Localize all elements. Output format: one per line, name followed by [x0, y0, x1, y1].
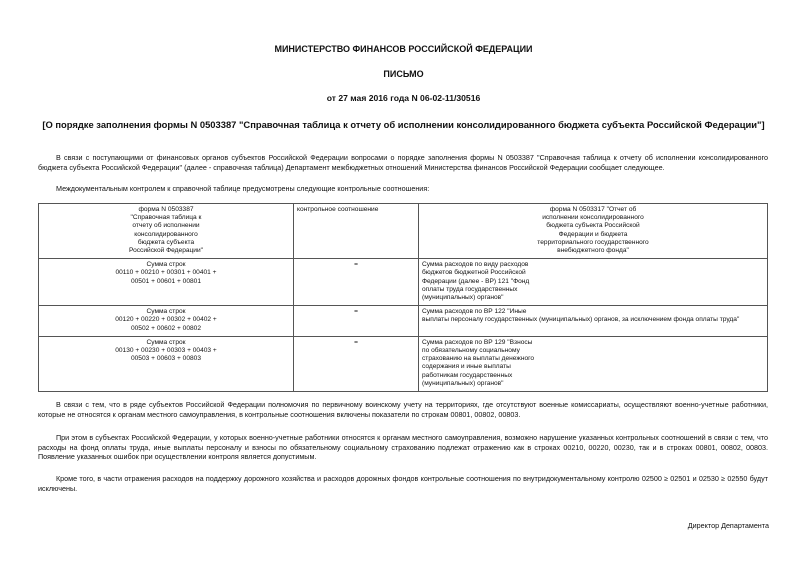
document-type: ПИСЬМО	[383, 69, 424, 79]
paragraph-military-registration: В связи с тем, что в ряде субъектов Российской Федерации полномочия по первичному воинскому учету на территориях, где отсутствуют военные комиссариаты, осуществляют военно-учетные работники, которые не относятся к органам местного самоуправления, в контрольные соотношения включены показатели по строкам 00801, 00802, 00803.	[38, 400, 768, 419]
table-header-cell: контрольное соотношение	[294, 204, 419, 259]
table-row	[39, 336, 768, 391]
table-cell: Сумма расходов по ВР 129 "Взносы по обязательному социальному страхованию на выплаты денежного содержания и иные выплаты работникам государственных (муниципальных) органов"	[419, 336, 768, 391]
signature-line: Директор Департамента	[687, 521, 769, 530]
table-header-cell: форма N 0503317 "Отчет об исполнении консолидированного бюджета субъекта Российской Федерации и бюджета территориального государственного внебюджетного фонда"	[419, 204, 768, 259]
document-date-number: от 27 мая 2016 года N 06-02-11/30516	[326, 93, 481, 103]
paragraph-road-funds: Кроме того, в части отражения расходов на поддержку дорожного хозяйства и расходов дорожных фондов контрольные соотношения по внутридокументальному контролю 02500 ≥ 02501 и 02530 ≥ 02550 будут исключены.	[38, 474, 768, 493]
table-cell: =	[294, 259, 419, 306]
table-row	[39, 259, 768, 306]
table-header-cell: форма N 0503387 "Справочная таблица к отчету об исполнении консолидированного бюджета субъекта Российской Федерации"	[39, 204, 294, 259]
document-subject: [О порядке заполнения формы N 0503387 "Справочная таблица к отчету об исполнении консолидированного бюджета субъекта Российской Федерации"]	[42, 119, 765, 130]
table-cell: Сумма строк 00120 + 00220 + 00302 + 00402 + 00502 + 00602 + 00802	[39, 306, 294, 337]
table-header-row	[39, 204, 768, 259]
paragraph-intro: В связи с поступающими от финансовых органов субъектов Российской Федерации вопросами о порядке заполнения формы N 0503387 "Справочная таблица к отчету об исполнении консолидированного бюджета субъекта Российской Федерации" (далее - справочная таблица) Департамент межбюджетных отношений Министерства финансов Российской Федерации сообщает следующее.	[38, 153, 768, 172]
table-row	[39, 306, 768, 337]
table-cell: Сумма расходов по виду расходов бюджетов бюджетной Российской Федерации (далее - ВР) 121 "Фонд оплаты труда государственных (муниципальных) органов"	[419, 259, 768, 306]
paragraph-possible-errors: При этом в субъектах Российской Федерации, у которых военно-учетные работники относятся к органам местного самоуправления, возможно нарушение указанных контрольных соотношений в связи с тем, что расходы на фонд оплаты труда, иные выплаты персоналу и взносы по обязательному социальному страхованию подлежат отражению как в строках 00210, 00220, 00230, так и в строках 00801, 00802, 00803. Появление указанных ошибок при осуществлении контроля является допустимым.	[38, 433, 768, 462]
table-cell: =	[294, 336, 419, 391]
control-ratios-table	[38, 203, 768, 392]
paragraph-control-intro: Междокументальным контролем к справочной таблице предусмотрены следующие контрольные соотношения:	[56, 184, 430, 193]
table-cell: Сумма расходов по ВР 122 "Иные выплаты персоналу государственных (муниципальных) органов, за исключением фонда оплаты труда"	[419, 306, 768, 337]
table-cell: =	[294, 306, 419, 337]
table-cell: Сумма строк 00110 + 00210 + 00301 + 00401 + 00501 + 00601 + 00801	[39, 259, 294, 306]
ministry-title: МИНИСТЕРСТВО ФИНАНСОВ РОССИЙСКОЙ ФЕДЕРАЦИИ	[274, 44, 533, 54]
table-cell: Сумма строк 00130 + 00230 + 00303 + 00403 + 00503 + 00603 + 00803	[39, 336, 294, 391]
